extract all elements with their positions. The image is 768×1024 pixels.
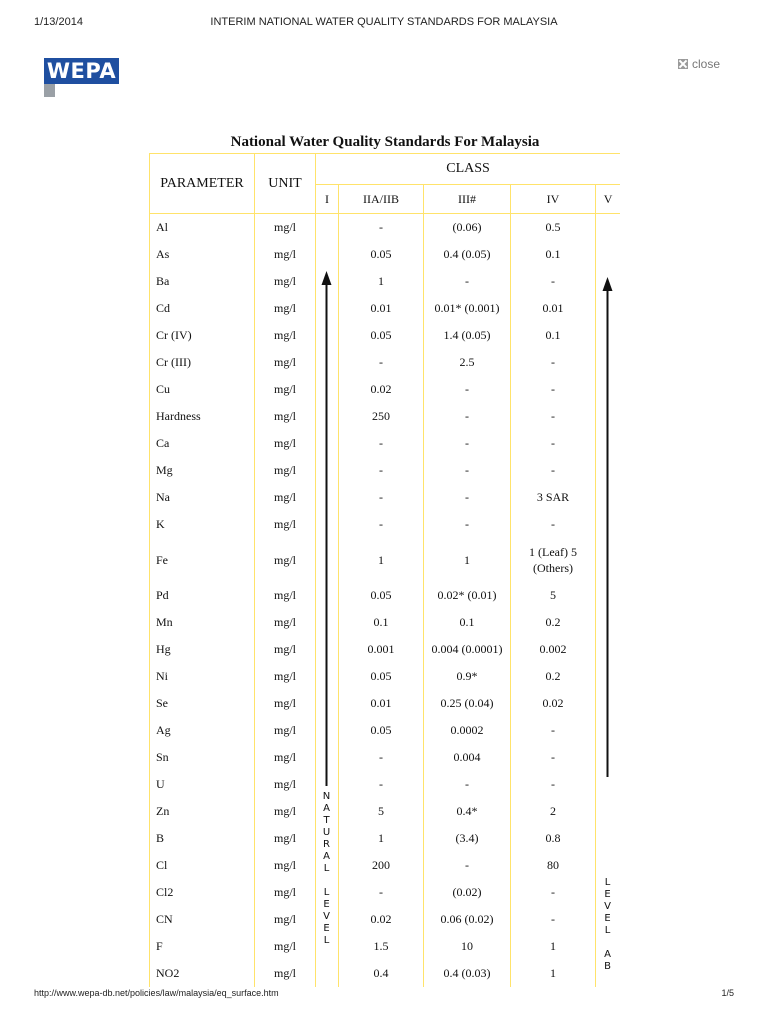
table-row <box>150 663 621 690</box>
parameter-cell: Pd <box>150 582 255 609</box>
class-iv-cell: 0.1 <box>511 322 596 349</box>
parameter-cell: Ag <box>150 717 255 744</box>
unit-cell: mg/l <box>255 538 316 582</box>
class-iv-cell: 0.2 <box>511 663 596 690</box>
class-iia-iib-cell: - <box>339 430 424 457</box>
parameter-cell: Cr (IV) <box>150 322 255 349</box>
class-iv-cell: 3 SAR <box>511 484 596 511</box>
close-label: close <box>692 57 721 71</box>
table-row <box>150 960 621 987</box>
parameter-cell: K <box>150 511 255 538</box>
unit-cell: mg/l <box>255 879 316 906</box>
header-class-iv: IV <box>511 185 596 214</box>
class-iia-iib-cell: - <box>339 511 424 538</box>
unit-cell: mg/l <box>255 295 316 322</box>
unit-cell: mg/l <box>255 933 316 960</box>
class-iia-iib-cell: 0.05 <box>339 717 424 744</box>
class-iv-cell: - <box>511 744 596 771</box>
class-iia-iib-cell: 0.01 <box>339 295 424 322</box>
class-iii-cell: 2.5 <box>424 349 511 376</box>
class-iii-cell: 0.1 <box>424 609 511 636</box>
class-iia-iib-cell: - <box>339 771 424 798</box>
class-iia-iib-cell: 250 <box>339 403 424 430</box>
table-row <box>150 852 621 879</box>
class-iii-cell: 0.06 (0.02) <box>424 906 511 933</box>
parameter-cell: Ni <box>150 663 255 690</box>
standards-table-wrapper <box>149 153 620 987</box>
table-row <box>150 538 621 582</box>
header-class-iia-iib: IIA/IIB <box>339 185 424 214</box>
unit-cell: mg/l <box>255 241 316 268</box>
logo-accent <box>44 84 55 97</box>
class-iv-cell: 0.5 <box>511 214 596 242</box>
class-iia-iib-cell: 5 <box>339 798 424 825</box>
unit-cell: mg/l <box>255 636 316 663</box>
unit-cell: mg/l <box>255 484 316 511</box>
unit-cell: mg/l <box>255 798 316 825</box>
standards-table <box>149 153 620 987</box>
parameter-cell: Sn <box>150 744 255 771</box>
parameter-cell: B <box>150 825 255 852</box>
unit-cell: mg/l <box>255 717 316 744</box>
class-iia-iib-cell: 1 <box>339 825 424 852</box>
class-iv-cell: 0.01 <box>511 295 596 322</box>
parameter-cell: F <box>150 933 255 960</box>
unit-cell: mg/l <box>255 663 316 690</box>
page-number: 1/5 <box>721 988 734 998</box>
table-row <box>150 744 621 771</box>
class-iv-cell: - <box>511 376 596 403</box>
table-row <box>150 403 621 430</box>
parameter-cell: Cl2 <box>150 879 255 906</box>
parameter-cell: NO2 <box>150 960 255 987</box>
table-row <box>150 241 621 268</box>
class-iv-cell: - <box>511 717 596 744</box>
class-iv-cell: - <box>511 403 596 430</box>
parameter-cell: Hardness <box>150 403 255 430</box>
class-iv-cell: 0.1 <box>511 241 596 268</box>
class-iii-cell: - <box>424 268 511 295</box>
class-iia-iib-cell: - <box>339 744 424 771</box>
class-iii-cell: 0.25 (0.04) <box>424 690 511 717</box>
table-row <box>150 879 621 906</box>
natural-level-vertical-text: N A T U R A L L E V E L <box>322 791 331 946</box>
class-iv-cell: 80 <box>511 852 596 879</box>
class-iii-cell: 0.01* (0.001) <box>424 295 511 322</box>
wepa-logo[interactable]: WEPA <box>44 58 119 84</box>
print-title: INTERIM NATIONAL WATER QUALITY STANDARDS FOR MALAYSIA <box>210 16 558 28</box>
class-iia-iib-cell: - <box>339 484 424 511</box>
header-class-iii-label: III# <box>458 191 476 206</box>
unit-cell: mg/l <box>255 825 316 852</box>
class-iia-iib-cell: 1 <box>339 538 424 582</box>
class-iia-iib-cell: 0.1 <box>339 609 424 636</box>
class-iv-cell: 0.8 <box>511 825 596 852</box>
unit-cell: mg/l <box>255 511 316 538</box>
unit-cell: mg/l <box>255 852 316 879</box>
parameter-cell: Cl <box>150 852 255 879</box>
class-iii-cell: - <box>424 852 511 879</box>
class-iia-iib-cell: 0.05 <box>339 663 424 690</box>
class-iii-cell: 0.4 (0.05) <box>424 241 511 268</box>
class-iii-cell: 0.9* <box>424 663 511 690</box>
unit-cell: mg/l <box>255 960 316 987</box>
class-iii-cell: (0.02) <box>424 879 511 906</box>
table-row <box>150 511 621 538</box>
unit-cell: mg/l <box>255 906 316 933</box>
table-row <box>150 268 621 295</box>
unit-cell: mg/l <box>255 403 316 430</box>
class-iii-cell: - <box>424 484 511 511</box>
class-iii-cell: 0.0002 <box>424 717 511 744</box>
class-iia-iib-cell: 0.05 <box>339 241 424 268</box>
parameter-cell: Cd <box>150 295 255 322</box>
class-iii-cell: 0.02* (0.01) <box>424 582 511 609</box>
unit-cell: mg/l <box>255 430 316 457</box>
unit-cell: mg/l <box>255 268 316 295</box>
level-vertical-text: L E V E L A B <box>604 877 611 972</box>
class-iv-cell: - <box>511 771 596 798</box>
close-button[interactable] <box>678 57 720 71</box>
header-class-iii <box>424 185 511 214</box>
table-row <box>150 609 621 636</box>
class-iia-iib-cell: - <box>339 349 424 376</box>
class-iii-cell: - <box>424 430 511 457</box>
class-iv-cell: 0.02 <box>511 690 596 717</box>
class-iv-cell: 0.002 <box>511 636 596 663</box>
class-iv-cell: - <box>511 906 596 933</box>
table-row <box>150 636 621 663</box>
header-class-v: V <box>596 185 621 214</box>
table-row <box>150 457 621 484</box>
table-row <box>150 484 621 511</box>
class-iii-cell: - <box>424 376 511 403</box>
class-iia-iib-cell: - <box>339 214 424 242</box>
parameter-cell: As <box>150 241 255 268</box>
parameter-cell: Ca <box>150 430 255 457</box>
up-arrow-icon <box>315 271 338 811</box>
unit-cell: mg/l <box>255 457 316 484</box>
print-header <box>34 16 734 34</box>
class-iv-cell: 1 <box>511 960 596 987</box>
class-iii-cell: - <box>424 771 511 798</box>
class-iv-cell: 1 (Leaf) 5 (Others) <box>511 538 596 582</box>
unit-cell: mg/l <box>255 214 316 242</box>
unit-cell: mg/l <box>255 582 316 609</box>
class-iia-iib-cell: - <box>339 879 424 906</box>
unit-cell: mg/l <box>255 690 316 717</box>
class-iv-cell: - <box>511 511 596 538</box>
unit-cell: mg/l <box>255 609 316 636</box>
class-iia-iib-cell: 0.001 <box>339 636 424 663</box>
class-iii-cell: - <box>424 457 511 484</box>
header-class-i: I <box>316 185 339 214</box>
class-iv-cell: - <box>511 268 596 295</box>
unit-cell: mg/l <box>255 376 316 403</box>
up-arrow-icon <box>595 277 620 797</box>
class-iv-cell: 5 <box>511 582 596 609</box>
parameter-cell: Al <box>150 214 255 242</box>
class-v-indicator <box>595 211 620 987</box>
table-row <box>150 825 621 852</box>
parameter-cell: Se <box>150 690 255 717</box>
print-date: 1/13/2014 <box>34 16 83 28</box>
unit-cell: mg/l <box>255 349 316 376</box>
unit-cell: mg/l <box>255 322 316 349</box>
class-iii-cell: 0.004 (0.0001) <box>424 636 511 663</box>
class-iii-cell: 0.004 <box>424 744 511 771</box>
table-row <box>150 771 621 798</box>
parameter-cell: Ba <box>150 268 255 295</box>
header-unit: UNIT <box>255 154 316 214</box>
class-iv-cell: 1 <box>511 933 596 960</box>
page-url: http://www.wepa-db.net/policies/law/malaysia/eq_surface.htm <box>34 988 279 998</box>
table-row <box>150 214 621 242</box>
table-row <box>150 295 621 322</box>
parameter-cell: Fe <box>150 538 255 582</box>
table-row <box>150 798 621 825</box>
class-iii-cell: - <box>424 511 511 538</box>
class-iii-cell: (0.06) <box>424 214 511 242</box>
table-title: National Water Quality Standards For Malaysia <box>230 134 540 150</box>
class-iii-cell: 1.4 (0.05) <box>424 322 511 349</box>
class-iii-cell: 0.4* <box>424 798 511 825</box>
table-row <box>150 376 621 403</box>
class-iia-iib-cell: 1 <box>339 268 424 295</box>
class-iia-iib-cell: 0.01 <box>339 690 424 717</box>
header-parameter: PARAMETER <box>150 154 255 214</box>
table-row <box>150 906 621 933</box>
table-row <box>150 717 621 744</box>
parameter-cell: U <box>150 771 255 798</box>
table-row <box>150 933 621 960</box>
print-footer <box>34 988 734 1002</box>
close-icon <box>678 59 688 69</box>
class-iv-cell: 0.2 <box>511 609 596 636</box>
class-iii-cell: 1 <box>424 538 511 582</box>
parameter-cell: Na <box>150 484 255 511</box>
class-iii-cell: (3.4) <box>424 825 511 852</box>
parameter-cell: Hg <box>150 636 255 663</box>
class-iia-iib-cell: 0.05 <box>339 582 424 609</box>
table-row <box>150 690 621 717</box>
unit-cell: mg/l <box>255 771 316 798</box>
class-iv-cell: - <box>511 457 596 484</box>
class-iia-iib-cell: 0.02 <box>339 906 424 933</box>
class-iia-iib-cell: - <box>339 457 424 484</box>
class-iv-cell: 2 <box>511 798 596 825</box>
class-iia-iib-cell: 0.05 <box>339 322 424 349</box>
class-iii-cell: 10 <box>424 933 511 960</box>
class-iia-iib-cell: 0.02 <box>339 376 424 403</box>
class-iv-cell: - <box>511 879 596 906</box>
table-row <box>150 582 621 609</box>
class-iii-cell: - <box>424 403 511 430</box>
parameter-cell: Cr (III) <box>150 349 255 376</box>
class-i-indicator <box>315 211 338 987</box>
table-row <box>150 349 621 376</box>
parameter-cell: CN <box>150 906 255 933</box>
header-class: CLASS <box>316 154 621 185</box>
class-iv-cell: - <box>511 349 596 376</box>
table-row <box>150 430 621 457</box>
table-body <box>150 214 621 988</box>
parameter-cell: Mg <box>150 457 255 484</box>
class-iia-iib-cell: 1.5 <box>339 933 424 960</box>
class-iii-cell: 0.4 (0.03) <box>424 960 511 987</box>
parameter-cell: Zn <box>150 798 255 825</box>
parameter-cell: Mn <box>150 609 255 636</box>
parameter-cell: Cu <box>150 376 255 403</box>
class-iia-iib-cell: 200 <box>339 852 424 879</box>
class-iia-iib-cell: 0.4 <box>339 960 424 987</box>
unit-cell: mg/l <box>255 744 316 771</box>
table-row <box>150 322 621 349</box>
class-iv-cell: - <box>511 430 596 457</box>
